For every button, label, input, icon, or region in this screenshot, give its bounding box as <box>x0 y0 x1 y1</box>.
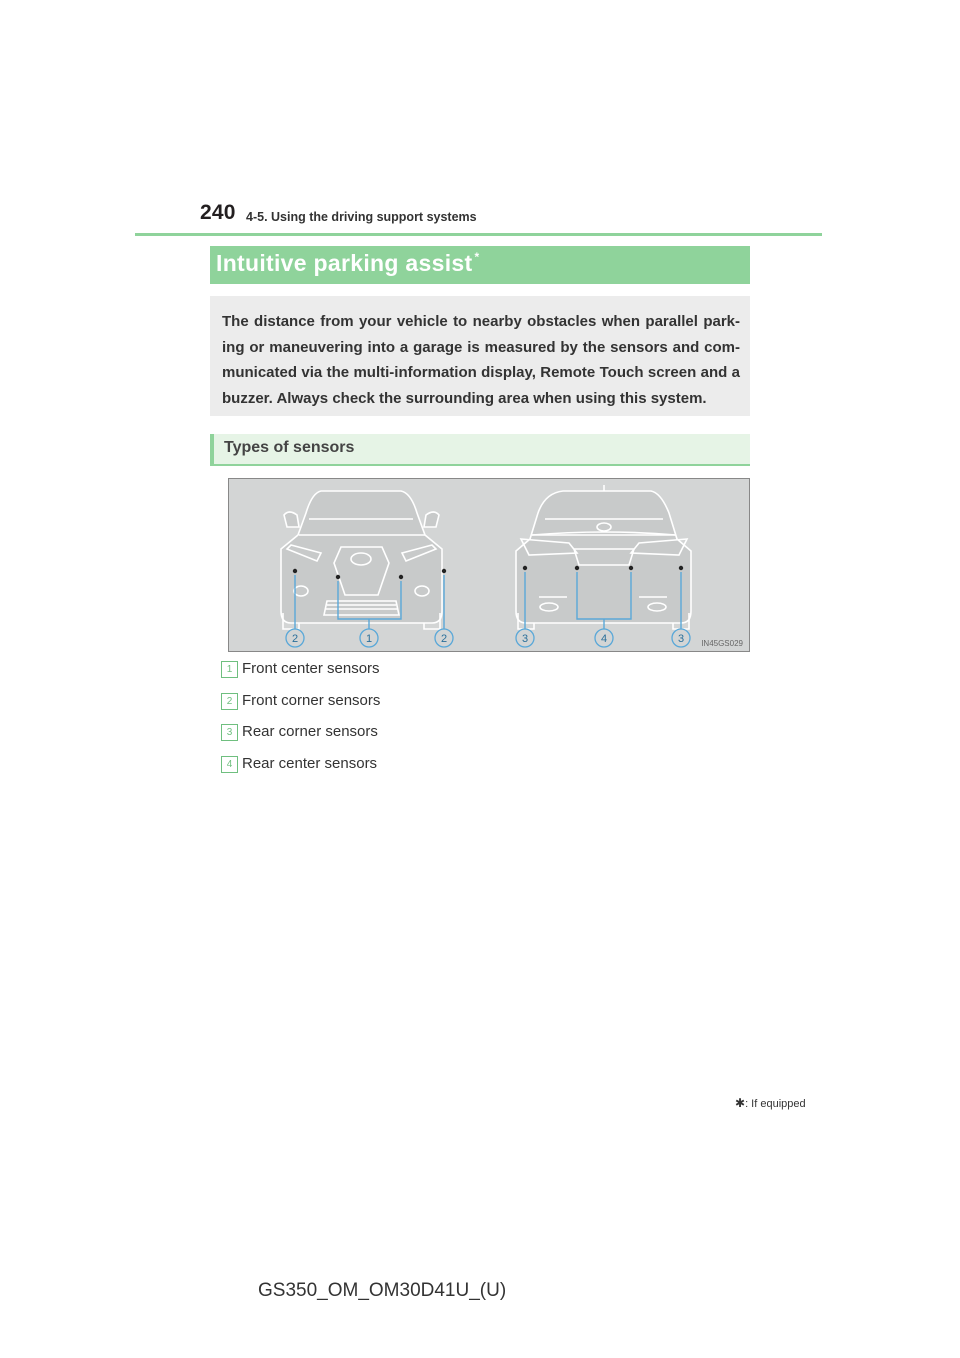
rear-car-illustration <box>516 485 691 629</box>
legend-number: 1 <box>221 661 238 678</box>
sensor-diagram-illustration <box>229 479 749 651</box>
legend-label: Front corner sensors <box>242 691 381 709</box>
legend-number: 2 <box>221 693 238 710</box>
legend-label: Rear center sensors <box>242 754 378 772</box>
callout-label: 2 <box>440 633 448 645</box>
section-heading: Types of sensors <box>224 439 355 456</box>
callout-label: 2 <box>291 633 299 645</box>
legend-label: Rear corner sensors <box>242 723 378 740</box>
asterisk-icon: ✱ <box>735 1096 746 1110</box>
callout-label: 3 <box>677 633 685 645</box>
header-rule <box>135 233 822 236</box>
section-heading-bar <box>210 434 750 466</box>
callout-label: 3 <box>521 633 529 645</box>
title-asterisk: * <box>474 250 480 264</box>
front-car-illustration <box>281 491 442 629</box>
callout-label: 1 <box>365 633 373 645</box>
intro-box <box>210 296 750 416</box>
intro-text: The distance from your vehicle to nearby obstacles when parallel park-ing or maneuvering into a garage is measured by the sensors and com-municated via the multi-information display, Remote Touch screen and a buzzer. Always check the surrounding area when using this system. <box>222 313 740 407</box>
running-header: 4-5. Using the driving support systems <box>246 210 477 224</box>
footnote-text: : If equipped <box>745 1098 806 1110</box>
title-bar <box>210 246 750 284</box>
callout-label: 4 <box>600 633 608 645</box>
page-title-text: Intuitive parking assist <box>216 250 473 276</box>
legend-label: Front center sensors <box>242 660 380 677</box>
page-title <box>216 250 479 277</box>
legend-number: 4 <box>221 756 238 773</box>
page-number: 240 <box>200 201 236 224</box>
sensor-diagram <box>228 478 750 652</box>
legend-number: 3 <box>221 724 238 741</box>
document-code: GS350_OM_OM30D41U_(U) <box>258 1280 507 1301</box>
figure-code: IN45GS029 <box>701 639 743 648</box>
footnote <box>735 1096 806 1110</box>
